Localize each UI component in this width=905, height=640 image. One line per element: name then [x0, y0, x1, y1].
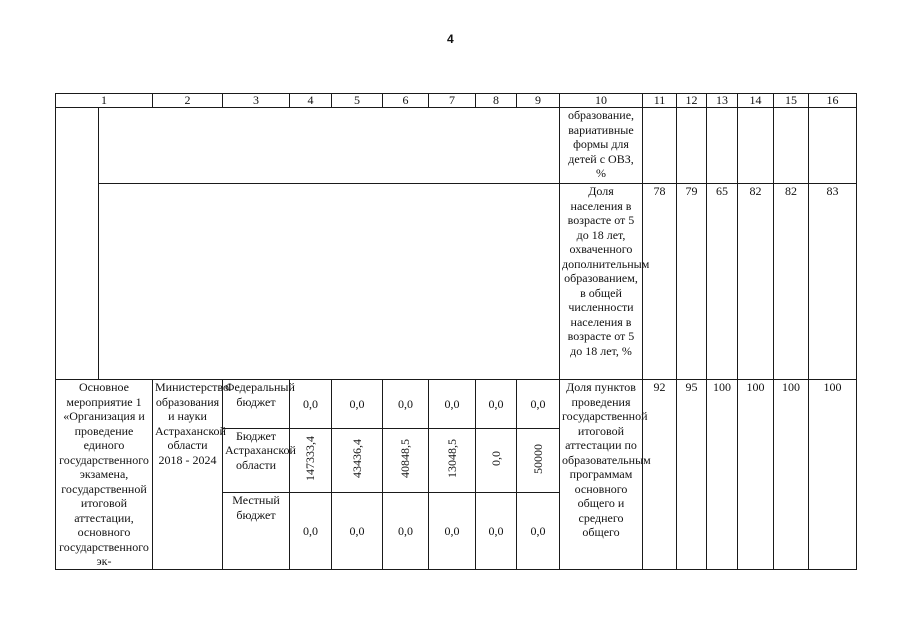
value-cell: 79 — [677, 184, 707, 380]
measure-cell: Основное мероприятие 1 «Организация и проведение единого государственного экзамена, государственной итоговой аттестации, основного государственного эк- — [56, 380, 153, 570]
value-cell: 100 — [738, 380, 774, 570]
value-cell: 92 — [643, 380, 677, 570]
budget-value-cell — [332, 428, 383, 493]
empty-cell — [56, 108, 99, 380]
value-cell: 82 — [774, 184, 809, 380]
budget-value: 0,0 — [290, 380, 332, 429]
value-cell: 83 — [809, 184, 857, 380]
value-cell — [677, 108, 707, 184]
budget-value-cell — [429, 428, 476, 493]
budget-value: 0,0 — [517, 493, 560, 569]
budget-value: 43436,4 — [349, 439, 364, 479]
col-header: 7 — [429, 94, 476, 108]
value-cell: 100 — [774, 380, 809, 570]
budget-value: 0,0 — [332, 380, 383, 429]
indicator-cell: образование, вариативные формы для детей с ОВЗ, % — [560, 108, 643, 184]
budget-value: 50000 — [530, 443, 545, 474]
col-header: 2 — [153, 94, 223, 108]
value-cell: 95 — [677, 380, 707, 570]
budget-value: 0,0 — [332, 493, 383, 569]
budget-value: 0,0 — [383, 380, 429, 429]
col-header: 6 — [383, 94, 429, 108]
budget-value: 0,0 — [476, 493, 517, 569]
budget-name-cell: Местный бюджет — [223, 493, 290, 569]
col-header: 10 — [560, 94, 643, 108]
budget-value-cell — [383, 428, 429, 493]
col-header: 16 — [809, 94, 857, 108]
budget-value: 0,0 — [517, 380, 560, 429]
table-row — [56, 184, 857, 380]
page-number: 4 — [447, 32, 454, 46]
value-cell — [707, 108, 738, 184]
budget-value: 0,0 — [290, 493, 332, 569]
value-cell: 78 — [643, 184, 677, 380]
value-cell — [774, 108, 809, 184]
col-header: 15 — [774, 94, 809, 108]
budget-value-cell — [517, 428, 560, 493]
empty-cell — [99, 184, 560, 380]
budget-value: 0,0 — [488, 451, 503, 467]
value-cell: 82 — [738, 184, 774, 380]
executor-cell: Министерство образования и науки Астраханской области 2018 - 2024 — [153, 380, 223, 570]
budget-value: 0,0 — [476, 380, 517, 429]
value-cell — [809, 108, 857, 184]
value-cell — [643, 108, 677, 184]
value-cell: 100 — [707, 380, 738, 570]
budget-value: 40848,5 — [398, 439, 413, 479]
budget-value: 0,0 — [383, 493, 429, 569]
col-header: 13 — [707, 94, 738, 108]
col-header: 12 — [677, 94, 707, 108]
col-header: 5 — [332, 94, 383, 108]
budget-value: 13048,5 — [444, 439, 459, 479]
table-row — [56, 380, 857, 429]
table-row — [56, 108, 857, 184]
col-header: 9 — [517, 94, 560, 108]
budget-value: 0,0 — [429, 493, 476, 569]
budget-value-cell — [290, 428, 332, 493]
value-cell: 100 — [809, 380, 857, 570]
budget-name-cell: Бюджет Астраханской области — [223, 428, 290, 493]
indicator-cell: Доля пунктов проведения государственной итоговой аттестации по образовательным программам основного общего и среднего общего — [560, 380, 643, 570]
col-header: 4 — [290, 94, 332, 108]
col-header: 1 — [56, 94, 153, 108]
budget-name-cell: Федеральный бюджет — [223, 380, 290, 429]
budget-value: 147333,4 — [303, 436, 318, 482]
empty-cell — [99, 108, 560, 184]
col-header: 11 — [643, 94, 677, 108]
col-header: 3 — [223, 94, 290, 108]
budget-value: 0,0 — [429, 380, 476, 429]
program-table — [55, 93, 857, 570]
value-cell — [738, 108, 774, 184]
col-header: 8 — [476, 94, 517, 108]
budget-value-cell — [476, 428, 517, 493]
col-header: 14 — [738, 94, 774, 108]
value-cell: 65 — [707, 184, 738, 380]
header-row — [56, 94, 857, 108]
indicator-cell: Доля населения в возрасте от 5 до 18 лет, охваченного дополнительным образованием, в общей численности населения в возрасте от 5 до 18 лет, % — [560, 184, 643, 380]
